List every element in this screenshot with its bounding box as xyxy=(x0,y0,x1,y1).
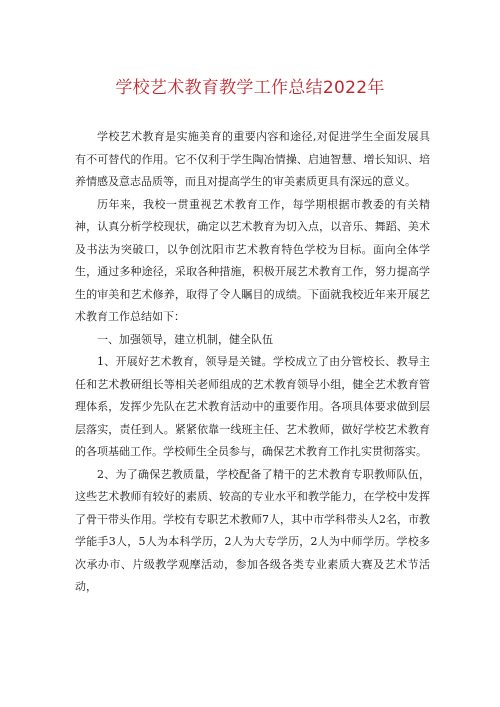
paragraph-item-2: 2、为了确保艺教质量，学校配备了精干的艺术教育专职教师队伍，这些艺术教师有较好的素质、较高的专业水平和教学能力，在学校中发挥了骨干带头作用。学校有专职艺术教师7人，其中市学科带头人2名，市教学能手3人，5人为本科学历，2人为大专学历，2人为中师学历。学校多次承办市、片级教学观摩活动，参加各级各类专业素质大赛及艺术节活动， xyxy=(75,467,430,593)
section-heading-1: 一、加强领导，建立机制，健全队伍 xyxy=(97,332,273,346)
paragraph-history: 历年来，我校一贯重视艺术教育工作，每学期根据市教委的有关精神，认真分析学校现状，确定以艺术教育为切入点，以音乐、舞蹈、美术及书法为突破口，以争创沈阳市艺术教育特色学校为目标。面向全体学生，通过多种途径，采取各种措施，积极开展艺术教育工作，努力提高学生的审美和艺术修养，取得了令人瞩目的成绩。下面就我校近年来开展艺术教育工作总结如下： xyxy=(75,197,430,323)
document-title: 学校艺术教育教学工作总结2022年 xyxy=(115,78,385,98)
document-body xyxy=(75,126,430,599)
paragraph-item-1: 1、开展好艺术教育，领导是关键。学校成立了由分管校长、教导主任和艺术教研组长等相关老师组成的艺术教育领导小组，健全艺术教育管理体系，发挥少先队在艺术教育活动中的重要作用。各项具体要求做到层层落实，责任到人。紧紧依靠一线班主任、艺术教师，做好学校艺术教育的各项基础工作。学校师生全员参与，确保艺术教育工作扎实贯彻落实。 xyxy=(75,355,430,458)
paragraph-intro: 学校艺术教育是实施美育的重要内容和途径,对促进学生全面发展具有不可替代的作用。它不仅利于学生陶冶情操、启迪智慧、增长知识、培养情感及意志品质等，而且对提高学生的审美素质更具有深远的意义。 xyxy=(75,130,430,188)
